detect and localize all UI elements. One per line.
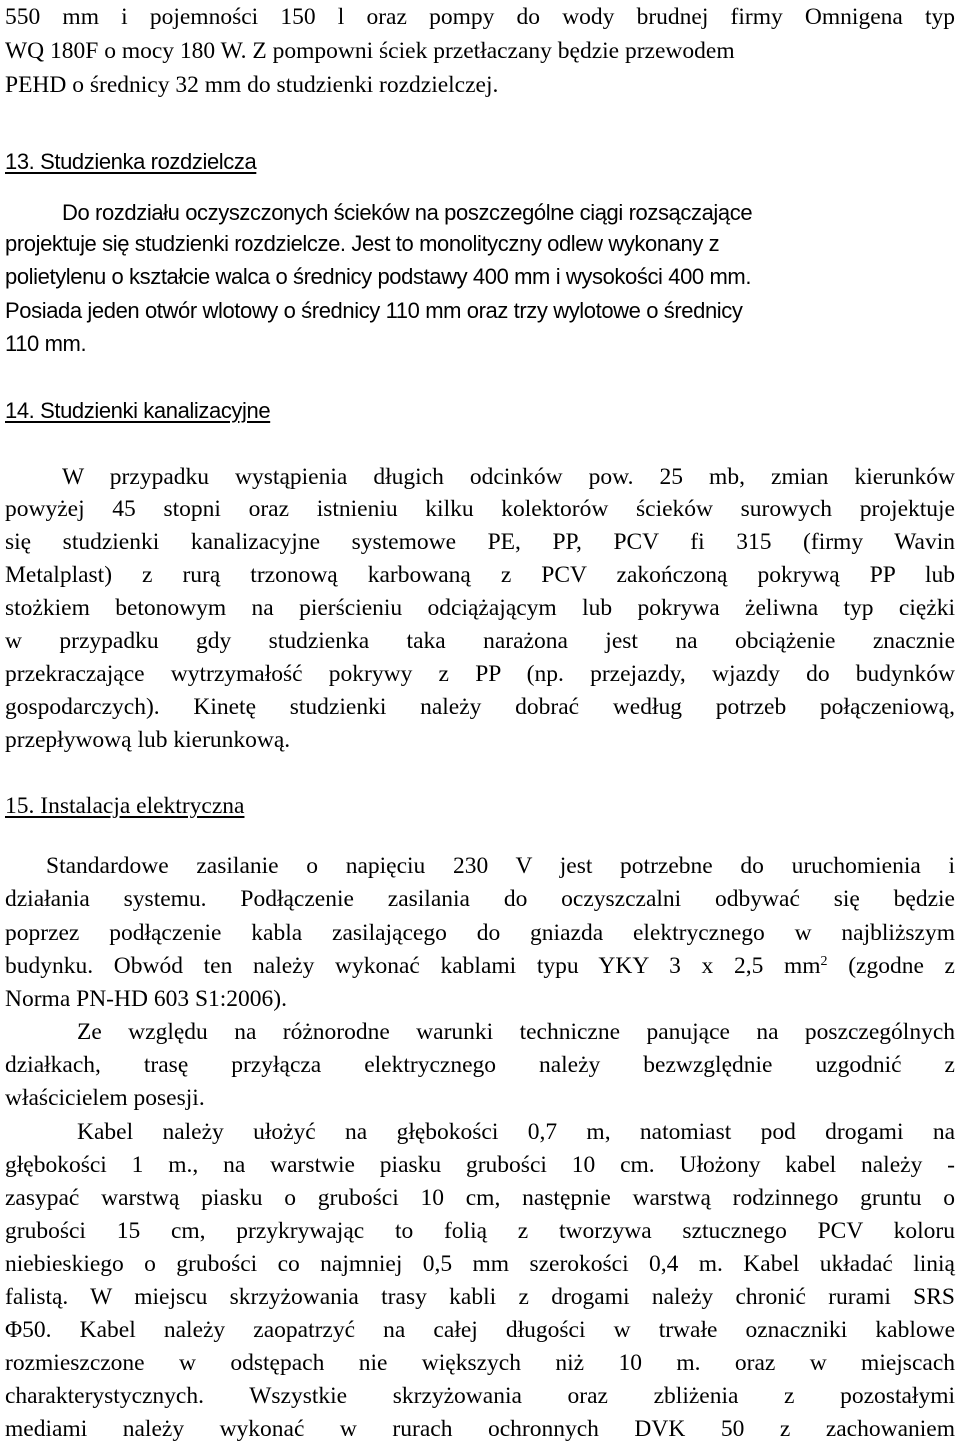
section-15-p3-line-2: głębokości 1 m., na warstwie piasku grubości 10 cm. Ułożony kabel należy - <box>5 1152 955 1178</box>
section-14-line-6: w przypadku gdy studzienka taka narażona jest na obciążenie znacznie <box>5 628 955 654</box>
section-14-line-2: powyżej 45 stopni oraz istnieniu kilku kolektorów ścieków surowych projektuje <box>5 496 955 522</box>
section-15-p3-line-8: rozmieszczone w odstępach nie większych niż 10 m. oraz w miejscach <box>5 1350 955 1376</box>
section-13-line-2: projektuje się studzienki rozdzielcze. Jest to monolityczny odlew wykonany z <box>5 231 720 256</box>
section-14-line-7: przekraczające wytrzymałość pokrywy z PP (np. przejazdy, wjazdy do budynków <box>5 661 955 687</box>
section-15-p3-line-9: charakterystycznych. Wszystkie skrzyżowania oraz zbliżenia z pozostałymi <box>5 1383 955 1409</box>
section-15-p3-line-10: mediami należy wykonać w rurach ochronnych DVK 50 z zachowaniem <box>5 1416 955 1442</box>
section-15-p3-line-3: zasypać warstwą piasku o grubości 10 cm, następnie warstwą rodzinnego gruntu o <box>5 1185 955 1211</box>
section-13-line-1: Do rozdziału oczyszczonych ścieków na poszczególne ciągi rozsączające <box>62 200 753 225</box>
intro-line-3: PEHD o średnicy 32 mm do studzienki rozdzielczej. <box>5 72 499 98</box>
section-15-p1-line-4 <box>5 951 955 981</box>
section-14-line-1: W przypadku wystąpienia długich odcinków pow. 25 mb, zmian kierunków <box>62 464 955 490</box>
section-14-line-8: gospodarczych). Kinetę studzienki należy dobrać według potrzeb połączeniową, <box>5 694 955 720</box>
section-15-p1-line-3: poprzez podłączenie kabla zasilającego do gniazda elektrycznego w najbliższym <box>5 920 955 946</box>
section-13-line-5: 110 mm. <box>5 331 87 356</box>
section-14-heading: 14. Studzienki kanalizacyjne <box>5 398 271 423</box>
p1-line-4-text: budynku. Obwód ten należy wykonać kablami typu YKY 3 x 2,5 mm <box>5 953 821 979</box>
section-15-p3-line-1: Kabel należy ułożyć na głębokości 0,7 m, natomiast pod drogami na <box>77 1119 955 1145</box>
section-15-p2-line-1: Ze względu na różnorodne warunki techniczne panujące na poszczególnych <box>77 1019 955 1045</box>
section-14-line-3: się studzienki kanalizacyjne systemowe PE, PP, PCV fi 315 (firmy Wavin <box>5 529 955 555</box>
section-13-line-3: polietylenu o kształcie walca o średnicy podstawy 400 mm i wysokości 400 mm. <box>5 264 752 289</box>
section-14-line-9: przepływową lub kierunkową. <box>5 727 291 753</box>
section-15-p3-line-6: falistą. W miejscu skrzyżowania trasy kabli z drogami należy chronić rurami SRS <box>5 1284 955 1310</box>
squared-superscript: 2 <box>820 954 828 969</box>
section-15-p2-line-2: działkach, trasę przyłącza elektrycznego należy bezwzględnie uzgodnić z <box>5 1052 955 1078</box>
section-15-p3-line-7: Φ50. Kabel należy zaopatrzyć na całej długości w trwałe oznaczniki kablowe <box>5 1317 955 1343</box>
p1-line-4-tail: (zgodne z <box>827 953 955 979</box>
section-15-p3-line-5: niebieskiego o grubości co najmniej 0,5 mm szerokości 0,4 m. Kabel układać linią <box>5 1251 955 1277</box>
section-15-p1-line-1: Standardowe zasilanie o napięciu 230 V jest potrzebne do uruchomienia i <box>46 853 955 879</box>
section-15-p2-line-3: właścicielem posesji. <box>5 1085 205 1111</box>
section-15-p3-line-4: grubości 15 cm, przykrywając to folią z tworzywa sztucznego PCV koloru <box>5 1218 955 1244</box>
section-13-line-4: Posiada jeden otwór wlotowy o średnicy 110 mm oraz trzy wylotowe o średnicy <box>5 298 743 323</box>
section-14-line-4: Metalplast) z rurą trzonową karbowaną z PCV zakończoną pokrywą PP lub <box>5 562 955 588</box>
intro-line-1: 550 mm i pojemności 150 l oraz pompy do wody brudnej firmy Omnigena typ <box>5 4 955 30</box>
section-15-heading: 15. Instalacja elektryczna <box>5 793 245 819</box>
section-14-line-5: stożkiem betonowym na pierścieniu odciążającym lub pokrywa żeliwna typ ciężki <box>5 595 955 621</box>
section-15-p1-line-5: Norma PN-HD 603 S1:2006). <box>5 986 287 1012</box>
intro-line-2: WQ 180F o mocy 180 W. Z pompowni ściek przetłaczany będzie przewodem <box>5 38 735 64</box>
section-13-heading: 13. Studzienka rozdzielcza <box>5 149 257 174</box>
section-15-p1-line-2: działania systemu. Podłączenie zasilania do oczyszczalni odbywać się będzie <box>5 886 955 912</box>
